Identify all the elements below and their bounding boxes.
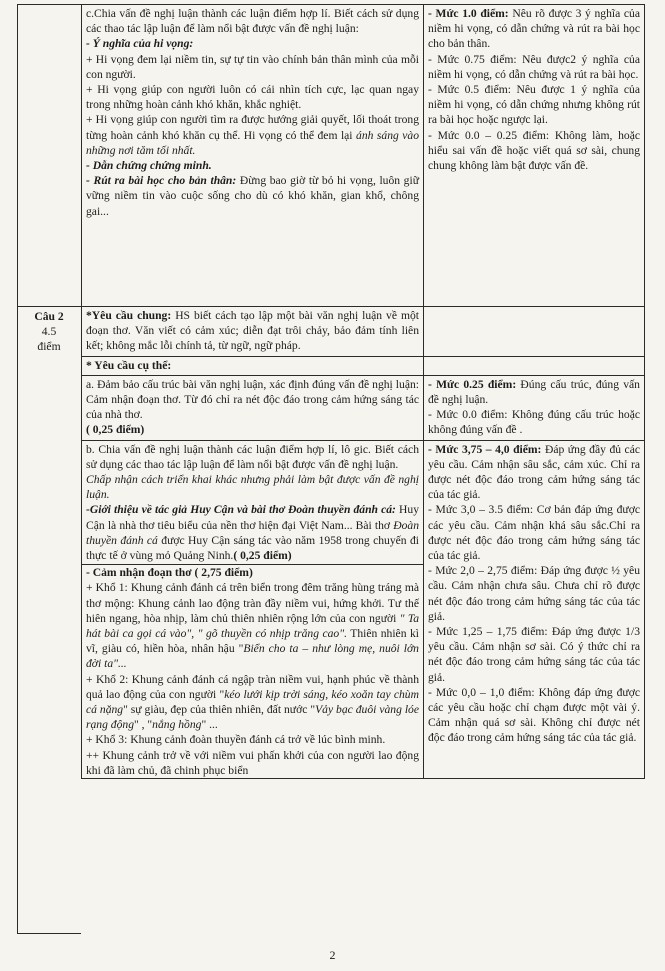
quote-text: kéo lưới kịp trời sáng, kéo xoăn tay chùm cá nặng (86, 687, 419, 717)
specific-heading: * Yêu cầu cụ thể: (82, 356, 424, 375)
part-b-note: Chấp nhận cách triển khai khác nhưng phải làm bật được vấn đề nghị luận. (86, 473, 419, 502)
score-description: - Mức 0.0 – 0.25 điểm: Không làm, hoặc hiểu sai vấn đề hoặc viết quá sơ sài, chung chung không làm bật được vấn đề. (428, 128, 640, 173)
table-row (82, 356, 645, 375)
stanza-1-text: + Khổ 1: Khung cảnh đánh cá trên biển trong đêm trăng hùng tráng mà thơ mộng: Khung cảnh lao động tràn đầy niềm vui, hứng khởi. Tư thế hiên ngang, hòa nhịp, làm chủ thiên nhiên rộng lớn của con người (86, 581, 419, 625)
stanza-2-text: " ... (201, 718, 218, 732)
part-a-score-cell (424, 375, 645, 440)
stanza-2-text: + Khổ 2: Khung cảnh đánh cá ngập tràn niềm vui, hạnh phúc về thành quả lao động của con người " (86, 672, 419, 701)
quote-text: Vảy bạc đuôi vàng lóe rạng động (86, 703, 419, 732)
feel-heading: - Cảm nhận đoạn thơ ( 2,75 điểm) (86, 566, 253, 580)
quote-text: Biển cho ta – như lòng mẹ, nuôi lớn đời ta"... (86, 642, 419, 671)
part-b-text: b. Chia vấn đề nghị luận thành các luận điểm hợp lí, lô gic. Biết cách sử dụng các thao tác lập luận để làm nổi bật được vấn đề nghị luận. (86, 442, 419, 471)
criteria-text: c.Chia vấn đề nghị luận thành các luận điểm hợp lí. Biết cách sử dụng các thao tác lập luận để làm nổi bật được vấn đề nghị luận: (86, 7, 419, 36)
score-level: - Mức 0.25 điểm: (428, 377, 517, 391)
part-b-cell (82, 440, 424, 778)
intro-text: được Huy Cận sáng tác vào năm 1958 trong chuyến đi thực tế ở vùng mỏ Quảng Ninh. (86, 533, 419, 563)
bullet-item: Đừng bao giờ từ bỏ hi vọng, luôn giữ vững niềm tin vào cuộc sống cho dù có khó khăn, gian khổ, chông gai... (86, 174, 419, 218)
quote-text: nắng hồng (152, 718, 202, 732)
table-row (82, 375, 645, 440)
score-level: - Mức 1.0 điểm: (428, 7, 509, 20)
table-row (82, 440, 645, 778)
score-description: Đúng cấu trúc, đúng vấn đề nghị luận. (428, 377, 640, 407)
empty-cell (424, 307, 645, 357)
bullet-item: + Hi vọng giúp con người luôn có cái nhìn tích cực, lạc quan ngay trong những hoàn cảnh khó khăn, khắc nghiệt. (86, 83, 419, 112)
general-text: HS biết cách tạo lập một bài văn nghị luận về một đoạn thơ. Văn viết có cảm xúc; diễn đạt trôi chảy, bảo đảm tính liên kết; không mắc lỗi chính tả, từ ngữ, ngữ pháp. (86, 309, 419, 353)
section-heading: - Dẫn chứng chứng minh. (86, 159, 212, 173)
question-label: Câu 2 (34, 310, 64, 323)
quote-text: " Ta hát bài ca gọi cá vào", " gõ thuyền có nhịp trăng cao". (86, 611, 420, 641)
score-level: - Mức 3,75 – 4,0 điểm: (428, 442, 542, 456)
question-points: 4.5 (41, 325, 57, 339)
section-heading: - Ý nghĩa của hi vọng: (86, 37, 194, 51)
general-heading: *Yêu cầu chung: (86, 309, 172, 322)
question-column-cell (17, 306, 81, 934)
score-description: - Mức 3,0 – 3.5 điểm: Cơ bản đáp ứng được các yêu cầu. Cảm nhận khá sâu sắc.Chỉ ra được nét độc đáo trong cảm hứng sáng tác của tác giả. (428, 503, 640, 563)
empty-cell (424, 356, 645, 375)
question-column-empty-cell (17, 4, 81, 307)
page-number: 2 (329, 948, 336, 962)
feel-section (82, 564, 423, 778)
part-a-text: a. Đảm bảo cấu trúc bài văn nghị luận, xác định đúng vấn đề nghị luận: Cảm nhận đoạn thơ. Từ đó chỉ ra nét độc đáo trong cảm hứng sáng tác của nhà thơ. (86, 377, 419, 422)
content-cell (82, 5, 424, 307)
general-requirement-cell (82, 307, 424, 357)
stanza-2-text: " , " (134, 718, 153, 732)
score-description: - Mức 1,25 – 1,75 điểm: Đáp ứng được 1/3 yêu cầu. Cảm nhận sơ sài. Có ý thức chỉ ra nét độc đáo trong cảm hứng sáng tác của tác giả. (428, 625, 640, 684)
score-description: - Mức 0,0 – 1,0 điểm: Không đáp ứng được các yêu cầu hoặc chỉ chạm được một vài ý. Cảm nhận quá sơ sài. Không chỉ được nét độc đáo trong cảm hứng sáng tác của tác giả. (428, 685, 640, 745)
bullet-item: + Hi vọng đem lại niềm tin, sự tự tin vào chính bản thân mình của mỗi con người. (86, 52, 419, 81)
score-description: Nêu rõ được 3 ý nghĩa của niềm hi vọng, có dẫn chứng và rút ra bài học cho bản thân. (428, 7, 640, 51)
part-a-cell (82, 375, 424, 440)
table-row (82, 5, 645, 307)
intro-score: ( 0,25 điểm) (233, 549, 292, 563)
intro-text: Huy Cận là nhà thơ tiêu biểu của nền thơ hiện đại Việt Nam... Bài thơ (86, 503, 419, 532)
score-description: - Mức 0.0 điểm: Không đúng cấu trúc hoặc không đúng vấn đề . (428, 408, 640, 437)
score-description: Đáp ứng đầy đủ các yêu cầu. Cảm nhận sâu sắc, cảm xúc. Chỉ ra được nét độc đáo trong cảm hứng sáng tác của tác giả. (428, 442, 640, 502)
poem-title: Đoàn thuyền đánh cá (86, 518, 419, 547)
grading-table (81, 4, 645, 779)
score-description: - Mức 2,0 – 2,75 điểm: Đáp ứng được ½ yêu cầu. Cảm nhận chưa sâu. Chưa chỉ rõ được nét độc đáo trong cảm hứng sáng tác của tác giả. (428, 564, 640, 623)
score-description: - Mức 0.75 điểm: Nêu được2 ý nghĩa của niềm hi vọng, có dẫn chứng và rút ra bài học. (428, 52, 640, 81)
stanza-3-text: + Khổ 3: Khung cảnh đoàn thuyền đánh cá trở về lúc bình minh. (86, 733, 386, 747)
stanza-1-text: Thiên nhiên kì vĩ, giàu có, hiền hòa, nhân hậu " (86, 627, 419, 656)
score-cell (424, 5, 645, 307)
table-row (82, 307, 645, 357)
section-heading: - Rút ra bài học cho bản thân: (86, 174, 237, 188)
question-unit: điểm (37, 340, 61, 354)
part-a-score: ( 0,25 điểm) (86, 423, 145, 437)
bullet-item: + Hi vọng giúp con người tìm ra được hướng giải quyết, lối thoát trong từng hoàn cảnh khó khăn cụ thể. Hi vọng có thể đem lại (86, 113, 419, 142)
quote-text: ánh sáng vào những nơi tăm tối nhất. (86, 128, 420, 157)
part-b-score-cell (424, 440, 645, 778)
stanza-3-detail: ++ Khung cảnh trở về với niềm vui phấn khởi của con người lao động khi đã làm chủ, đã chinh phục biển (86, 748, 419, 777)
intro-heading: -Giới thiệu về tác giả Huy Cận và bài thơ Đoàn thuyền đánh cá: (86, 503, 396, 517)
score-description: - Mức 0.5 điểm: Nêu được 1 ý nghĩa của niềm hi vọng, có dẫn chứng nhưng không rút ra bài học hoặc ngược lại. (428, 83, 640, 127)
stanza-2-text: " sự giàu, đẹp của thiên nhiên, đất nước " (123, 703, 316, 717)
